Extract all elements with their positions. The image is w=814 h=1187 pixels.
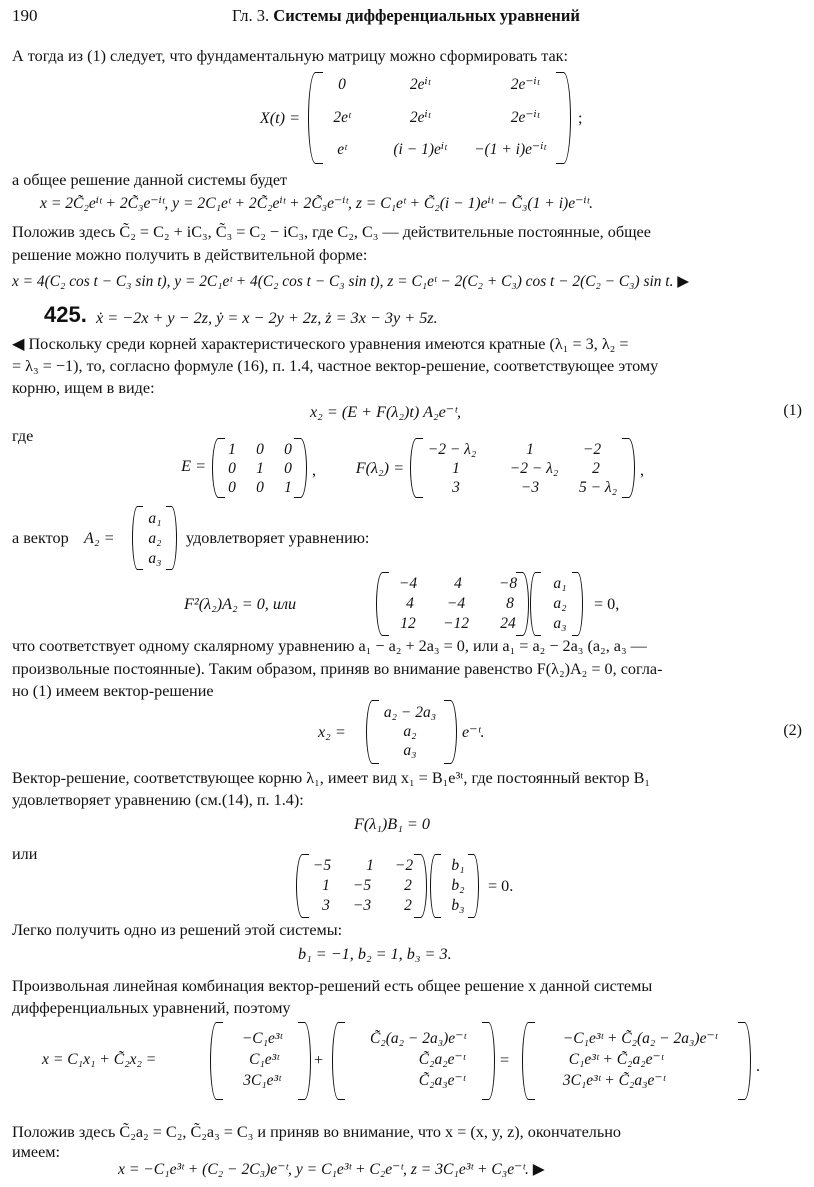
vector-cell: a₂ − 2a₃	[383, 704, 437, 721]
matrix-cell: −2 − λ₂	[509, 460, 559, 477]
text-line: Положив здесь C̃₂ = C₂ + iC₃, C̃₃ = C₂ − iC₃, где C₂, C₃ — действительные постоянные, общее	[12, 223, 651, 241]
equation: x = C₁x₁ + C̃₂x₂ =	[42, 1051, 157, 1068]
equals-sign: =	[500, 1051, 510, 1069]
text-line: где	[12, 427, 34, 445]
formula-line: x = 4(C₂ cos t − C₃ sin t), y = 2C₁eᵗ + 4(C₂ cos t − C₃ sin t), z = C₁eᵗ − 2(C₂ + C₃) cos t − 2(C₂ − C₃) sin t. ▶	[12, 273, 690, 290]
right-parenthesis	[482, 1022, 495, 1100]
matrix-cell: 2eᵗ	[333, 109, 351, 126]
plus-sign: +	[314, 1051, 324, 1069]
matrix-cell: −8	[498, 575, 518, 592]
vector-cell: b₂	[451, 877, 465, 894]
left-parenthesis	[296, 854, 309, 918]
vector-cell: C₁e³ᵗ	[249, 1051, 279, 1068]
equation-tail: = 0.	[488, 877, 514, 895]
left-parenthesis	[366, 700, 379, 764]
matrix-cell: −2	[582, 441, 602, 458]
vector-cell: 3C₁e³ᵗ	[243, 1072, 281, 1089]
vector-cell: −C₁e³ᵗ + C̃₂(a₂ − 2a₃)e⁻ᵗ	[562, 1030, 718, 1047]
text-line: А тогда из (1) следует, что фундаментальную матрицу можно сформировать так:	[12, 47, 569, 65]
matrix-cell: 1	[284, 479, 292, 496]
matrix-cell: 0	[256, 479, 264, 496]
chapter-title: Системы дифференциальных уравнений	[273, 6, 580, 25]
equation-number: (1)	[783, 402, 802, 419]
matrix-cell: 4	[454, 575, 462, 592]
right-parenthesis	[622, 438, 635, 498]
matrix-cell: 2e⁻ⁱᵗ	[510, 109, 540, 126]
matrix-cell: −3	[352, 897, 372, 914]
matrix-cell: −12	[443, 615, 469, 632]
matrix-cell: 4	[406, 595, 414, 612]
problem-equation: ẋ = −2x + y − 2z, ẏ = x − 2y + 2z, ż = 3x − 3y + 5z.	[96, 309, 438, 327]
vector-cell: a₃	[403, 742, 417, 759]
matrix-cell: −5	[352, 877, 372, 894]
right-parenthesis	[468, 854, 479, 918]
text-line: а вектор	[12, 529, 69, 547]
right-parenthesis	[444, 700, 457, 764]
matrix-cell: 1	[256, 460, 264, 477]
text-line: или	[12, 845, 38, 863]
vector-cell: C̃₂(a₂ − 2a₃)e⁻ᵗ	[370, 1030, 466, 1047]
vector-cell: a₃	[148, 550, 162, 567]
matrix-cell: 2	[592, 460, 600, 477]
matrix-cell: −3	[520, 479, 540, 496]
text-line: Легко получить одно из решений этой системы:	[12, 921, 343, 939]
left-parenthesis	[308, 72, 323, 164]
vector-cell: b₃	[451, 897, 465, 914]
punctuation: ;	[578, 109, 583, 127]
text-line: удовлетворяет уравнению:	[186, 529, 370, 547]
text-line: а общее решение данной системы будет	[12, 171, 288, 189]
equation: x₂ = (E + F(λ₂)t) A₂e⁻ᵗ,	[310, 403, 462, 421]
vector-cell: a₂	[403, 723, 417, 740]
vector-cell: b₁	[451, 857, 465, 874]
right-parenthesis	[738, 1022, 751, 1100]
matrix-label: E =	[181, 457, 206, 475]
matrix-cell: 2eⁱᵗ	[409, 76, 431, 93]
matrix-cell: 8	[506, 595, 514, 612]
punctuation: ,	[640, 461, 645, 479]
matrix-cell: 3	[322, 897, 330, 914]
equation: F²(λ₂)A₂ = 0, или	[184, 595, 297, 613]
text-line: Произвольная линейная комбинация вектор-решений есть общее решение x данной системы	[12, 977, 653, 995]
vector-cell: a₃	[553, 615, 567, 632]
left-parenthesis	[410, 438, 423, 498]
vector-cell: C̃₂a₂e⁻ᵗ	[418, 1051, 466, 1068]
matrix-cell: 24	[500, 615, 516, 632]
matrix-cell: 0	[228, 479, 236, 496]
matrix-cell: 0	[284, 441, 292, 458]
right-parenthesis	[556, 72, 571, 164]
vector-cell: a₂	[148, 530, 162, 547]
matrix-cell: eᵗ	[337, 141, 347, 158]
chapter-number: Гл. 3.	[232, 6, 270, 25]
right-parenthesis	[414, 854, 427, 918]
text-line: = λ₃ = −1), то, согласно формуле (16), п. 1.4, частное вектор-решение, соответствующее этому	[12, 357, 659, 375]
matrix-cell: −2 − λ₂	[427, 441, 477, 458]
final-answer: x = −C₁e³ᵗ + (C₂ − 2C₃)e⁻ᵗ, y = C₁e³ᵗ + C₂e⁻ᵗ, z = 3C₁e³ᵗ + C₃e⁻ᵗ. ▶	[118, 1161, 545, 1178]
problem-number: 425.	[44, 302, 87, 327]
text-line: имеем:	[12, 1143, 61, 1161]
equation: F(λ₁)B₁ = 0	[354, 815, 430, 833]
matrix-cell: −5	[312, 857, 332, 874]
text-line: удовлетворяет уравнению (см.(14), п. 1.4):	[12, 791, 304, 809]
matrix-cell: −(1 + i)e⁻ⁱᵗ	[474, 141, 546, 158]
vector-label: x₂ =	[318, 723, 346, 741]
vector-cell: 3C₁e³ᵗ + C̃₂a₃e⁻ᵗ	[562, 1072, 666, 1089]
right-parenthesis	[294, 438, 307, 498]
matrix-cell: 12	[400, 615, 416, 632]
right-parenthesis	[516, 572, 529, 636]
matrix-cell: 1	[452, 460, 460, 477]
matrix-cell: 0	[256, 441, 264, 458]
matrix-cell: 3	[452, 479, 460, 496]
page-number: 190	[12, 6, 38, 25]
matrix-cell: −4	[446, 595, 466, 612]
punctuation: .	[756, 1057, 761, 1075]
matrix-cell: 0	[284, 460, 292, 477]
text-line: произвольные постоянные). Таким образом, приняв во внимание равенство F(λ₂)A₂ = 0, согла-	[12, 660, 663, 678]
matrix-label: F(λ₂) =	[355, 459, 404, 477]
equation-tail: e⁻ᵗ.	[462, 723, 485, 741]
equation-number: (2)	[783, 722, 802, 739]
text-line: дифференциальных уравнений, поэтому	[12, 999, 291, 1017]
right-parenthesis	[166, 506, 177, 570]
vector-cell: a₁	[553, 575, 567, 592]
text-line: решение можно получить в действительной форме:	[12, 246, 368, 264]
matrix-cell: 2	[404, 877, 412, 894]
left-parenthesis	[522, 1022, 535, 1100]
matrix-cell: 0	[338, 76, 346, 93]
text-line: что соответствует одному скалярному уравнению a₁ − a₂ + 2a₃ = 0, или a₁ = a₂ − 2a₃ (a₂, a₃ —	[12, 637, 647, 655]
punctuation: ,	[312, 461, 317, 479]
matrix-cell: 1	[228, 441, 236, 458]
equation: b₁ = −1, b₂ = 1, b₃ = 3.	[298, 945, 452, 963]
text-line: ◀ Поскольку среди корней характеристического уравнения имеются кратные (λ₁ = 3, λ₂ =	[12, 335, 629, 353]
matrix-cell: 1	[526, 441, 534, 458]
right-parenthesis	[572, 572, 583, 636]
text-line: Положив здесь C̃₂a₂ = C₂, C̃₂a₃ = C₃ и приняв во внимание, что x = (x, y, z), окончательно	[12, 1123, 622, 1141]
matrix-cell: 2e⁻ⁱᵗ	[510, 76, 540, 93]
left-parenthesis	[212, 438, 225, 498]
text-line: но (1) имеем вектор-решение	[12, 682, 214, 700]
matrix-cell: 0	[228, 460, 236, 477]
text-line: корню, ищем в виде:	[12, 379, 155, 397]
formula-line: x = 2C̃₂eⁱᵗ + 2C̃₃e⁻ⁱᵗ, y = 2C₁eᵗ + 2C̃₂eⁱᵗ + 2C̃₃e⁻ⁱᵗ, z = C₁eᵗ + C̃₂(i − 1)eⁱᵗ − C̃₃(1 + i)e⁻ⁱᵗ.	[40, 195, 594, 212]
left-parenthesis	[132, 506, 143, 570]
matrix-cell: 2	[404, 897, 412, 914]
vector-cell: −C₁e³ᵗ	[241, 1030, 283, 1047]
matrix-cell: (i − 1)eⁱᵗ	[393, 141, 447, 158]
matrix-cell: −2	[394, 857, 414, 874]
vector-cell: a₂	[553, 595, 567, 612]
vector-label: A₂ =	[84, 529, 115, 547]
running-header	[232, 6, 580, 26]
left-parenthesis	[376, 572, 389, 636]
equation-tail: = 0,	[594, 595, 620, 613]
left-parenthesis	[430, 854, 441, 918]
vector-cell: C̃₂a₃e⁻ᵗ	[418, 1072, 466, 1089]
right-parenthesis	[298, 1022, 311, 1100]
matrix-label: X(t) =	[259, 109, 300, 127]
matrix-cell: 1	[322, 877, 330, 894]
text-line: Вектор-решение, соответствующее корню λ₁, имеет вид x₁ = B₁e³ᵗ, где постоянный вектор B₁	[12, 769, 651, 787]
matrix-cell: 2eⁱᵗ	[409, 109, 431, 126]
vector-cell: C₁e³ᵗ + C̃₂a₂e⁻ᵗ	[568, 1051, 664, 1068]
left-parenthesis	[530, 572, 541, 636]
vector-cell: a₁	[148, 510, 162, 527]
left-parenthesis	[332, 1022, 345, 1100]
matrix-cell: −4	[398, 575, 418, 592]
left-parenthesis	[210, 1022, 223, 1100]
matrix-cell: 5 − λ₂	[578, 479, 618, 496]
matrix-cell: 1	[366, 857, 374, 874]
